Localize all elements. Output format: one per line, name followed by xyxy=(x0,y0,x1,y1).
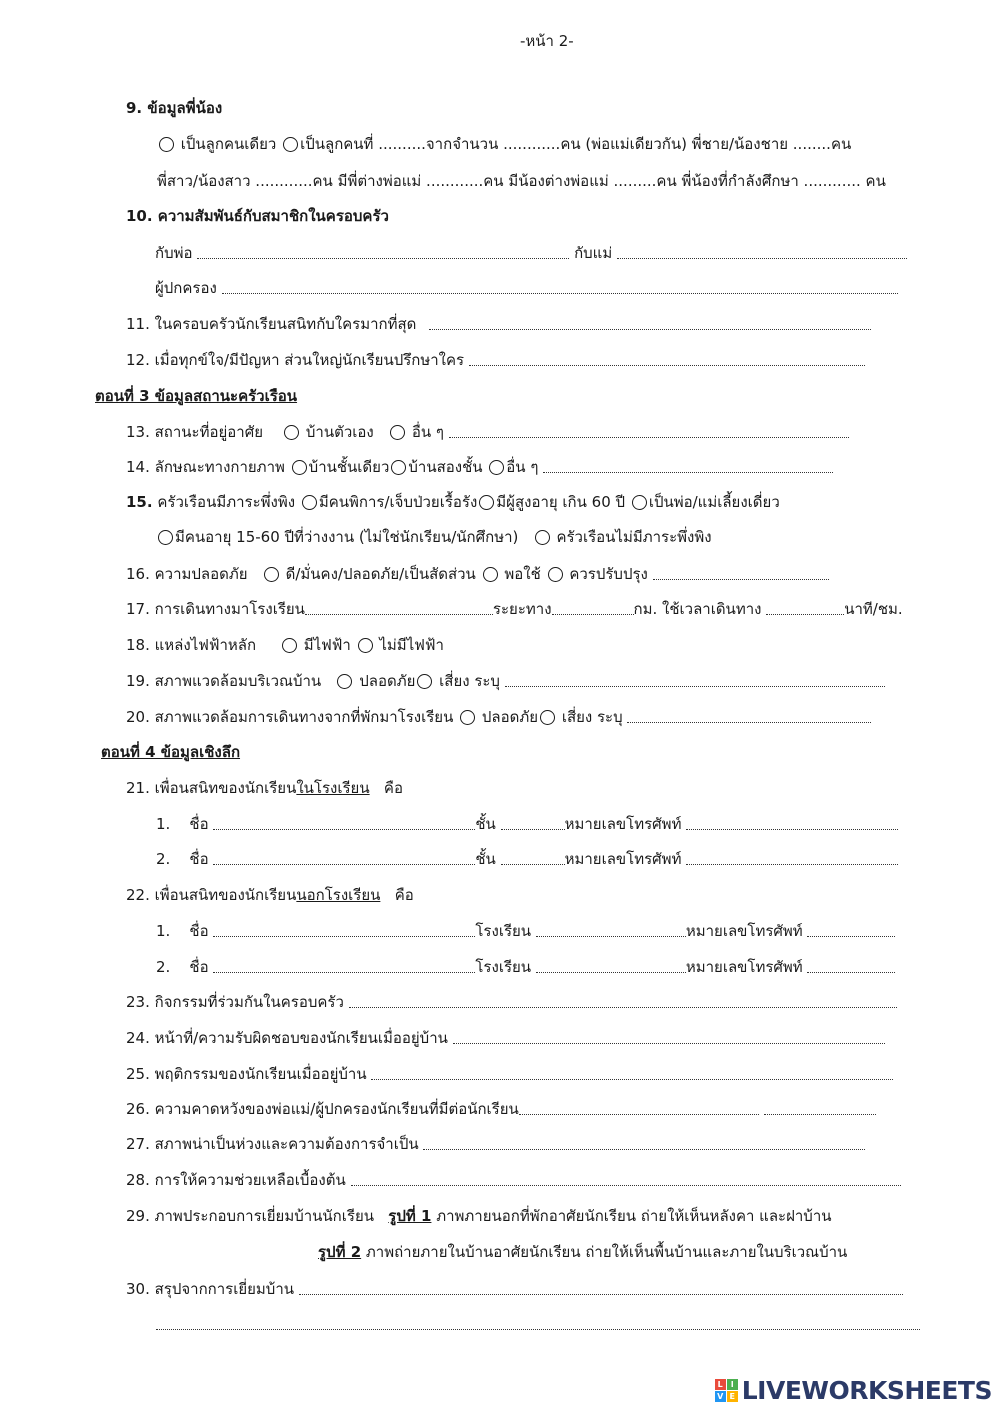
radio-home-safe[interactable] xyxy=(337,674,352,689)
radio-two-storey[interactable] xyxy=(391,460,406,475)
q23-input[interactable] xyxy=(349,994,897,1008)
mother-input[interactable] xyxy=(617,245,907,259)
q30-row2 xyxy=(156,1314,920,1334)
section10-title: 10. ความสัมพันธ์กับสมาชิกในครอบครัว xyxy=(126,207,389,225)
radio-child-number[interactable] xyxy=(283,137,298,152)
q28-input[interactable] xyxy=(351,1172,901,1186)
q11-input[interactable] xyxy=(429,316,871,330)
section9-line1: เป็นลูกคนเดียว เป็นลูกคนที่ ..........จากจำนวน ............คน (พ่อแม่เดียวกัน) พี่ชาย/น้องชาย ........คน xyxy=(157,134,851,154)
q21-2-tel-input[interactable] xyxy=(686,851,898,865)
q22-2-name-input[interactable] xyxy=(213,959,475,973)
q22-1-school-input[interactable] xyxy=(536,923,686,937)
q28-row: 28. การให้ความช่วยเหลือเบื้องต้น xyxy=(126,1170,901,1190)
radio-unemployed[interactable] xyxy=(158,530,173,545)
radio-single-parent[interactable] xyxy=(632,495,647,510)
q21-row: 21. เพื่อนสนิทของนักเรียนในโรงเรียน คือ xyxy=(126,779,403,797)
q13-row: 13. สถานะที่อยู่อาศัย บ้านตัวเอง อื่น ๆ xyxy=(126,422,849,442)
radio-elderly[interactable] xyxy=(479,495,494,510)
q17-row: 17. การเดินทางมาโรงเรียน ระยะทาง กม. ใช้เวลาเดินทาง นาที/ชม. xyxy=(126,600,903,618)
q22-2-school-input[interactable] xyxy=(536,959,686,973)
relation-guardian-row xyxy=(155,278,898,298)
q20-row: 20. สภาพแวดล้อมการเดินทางจากที่พักมาโรงเรียน ปลอดภัย เสี่ยง ระบุ xyxy=(126,707,871,727)
page-number: -หน้า 2- xyxy=(520,32,574,50)
q26-input-b[interactable] xyxy=(764,1101,876,1115)
q26-input-a[interactable] xyxy=(519,1101,759,1115)
q23-row: 23. กิจกรรมที่ร่วมกันในครอบครัว xyxy=(126,992,897,1012)
q30-input[interactable] xyxy=(299,1281,903,1295)
q29-row1: 29. ภาพประกอบการเยี่ยมบ้านนักเรียน รูปที่ 1 ภาพภายนอกที่พักอาศัยนักเรียน ถ่ายให้เห็นหลังคา และฝาบ้าน xyxy=(126,1207,832,1225)
q21-1-class-input[interactable] xyxy=(501,816,565,830)
q14-row: 14. ลักษณะทางกายภาพ บ้านชั้นเดียว บ้านสองชั้น อื่น ๆ xyxy=(126,457,833,477)
q14-other-input[interactable] xyxy=(543,459,833,473)
liveworksheets-logo[interactable] xyxy=(715,1373,992,1407)
radio-needs-improve[interactable] xyxy=(548,567,563,582)
liveworksheets-mark-icon: L I V E xyxy=(715,1379,738,1402)
travel-time-input[interactable] xyxy=(766,601,844,615)
radio-own-house[interactable] xyxy=(284,425,299,440)
radio-other-housing[interactable] xyxy=(390,425,405,440)
radio-no-dependency[interactable] xyxy=(535,530,550,545)
q22-2-tel-input[interactable] xyxy=(807,959,895,973)
q19-input[interactable] xyxy=(505,673,885,687)
q27-row: 27. สภาพน่าเป็นห่วงและความต้องการจำเป็น xyxy=(126,1134,865,1154)
q27-input[interactable] xyxy=(423,1136,865,1150)
father-label: กับพ่อ xyxy=(155,244,193,262)
q29-row2: รูปที่ 2 ภาพถ่ายภายในบ้านอาศัยนักเรียน ถ่ายให้เห็นพื้นบ้านและภายในบริเวณบ้าน xyxy=(318,1243,848,1261)
distance-input[interactable] xyxy=(552,601,634,615)
part4-title: ตอนที่ 4 ข้อมูลเชิงลึก xyxy=(101,743,241,761)
q22-row: 22. เพื่อนสนิทของนักเรียนนอกโรงเรียน คือ xyxy=(126,886,414,904)
relation-father-row xyxy=(155,243,907,263)
picture-1-label: รูปที่ 1 xyxy=(388,1207,432,1225)
radio-disabled-ill[interactable] xyxy=(302,495,317,510)
radio-other-type[interactable] xyxy=(489,460,504,475)
radio-route-risk[interactable] xyxy=(540,710,555,725)
radio-one-storey[interactable] xyxy=(292,460,307,475)
q22-1-tel-input[interactable] xyxy=(807,923,895,937)
section9-line2: พี่สาว/น้องสาว ............คน มีพี่ต่างพ่อแม่ ............คน มีน้องต่างพ่อแม่ .........คน พี่น้องที่กำลังศึกษา ............ คน xyxy=(157,172,886,190)
radio-only-child[interactable] xyxy=(159,137,174,152)
guardian-label: ผู้ปกครอง xyxy=(155,279,217,297)
guardian-input[interactable] xyxy=(222,280,898,294)
picture-2-label: รูปที่ 2 xyxy=(318,1243,362,1261)
q21-1-name-input[interactable] xyxy=(213,816,475,830)
q20-input[interactable] xyxy=(627,709,871,723)
q24-row: 24. หน้าที่/ความรับผิดชอบของนักเรียนเมื่ออยู่บ้าน xyxy=(126,1028,885,1048)
liveworksheets-wordmark: LIVEWORKSHEETS xyxy=(741,1375,992,1405)
q22-1-name-input[interactable] xyxy=(213,923,475,937)
q21-1-tel-input[interactable] xyxy=(686,816,898,830)
q19-row: 19. สภาพแวดล้อมบริเวณบ้าน ปลอดภัย เสี่ยง ระบุ xyxy=(126,671,885,691)
q25-row: 25. พฤติกรรมของนักเรียนเมื่ออยู่บ้าน xyxy=(126,1064,893,1084)
q16-row: 16. ความปลอดภัย ดี/มั่นคง/ปลอดภัย/เป็นสัดส่วน พอใช้ ควรปรับปรุง xyxy=(126,564,829,584)
radio-home-risk[interactable] xyxy=(417,674,432,689)
radio-fair[interactable] xyxy=(483,567,498,582)
mother-label: กับแม่ xyxy=(574,244,613,262)
q13-other-input[interactable] xyxy=(449,424,849,438)
q22-friend-2: 2. ชื่อ โรงเรียน หมายเลขโทรศัพท์ xyxy=(156,957,895,977)
q21-friend-1: 1. ชื่อ ชั้น หมายเลขโทรศัพท์ xyxy=(156,814,898,834)
q16-input[interactable] xyxy=(653,566,829,580)
father-input[interactable] xyxy=(197,245,569,259)
q26-row: 26. ความคาดหวังของพ่อแม่/ผู้ปกครองนักเรียนที่มีต่อนักเรียน xyxy=(126,1099,876,1119)
travel-method-input[interactable] xyxy=(305,601,493,615)
q15-row1: 15. ครัวเรือนมีภาระพึ่งพิง มีคนพิการ/เจ็บป่วยเรื้อรัง มีผู้สูงอายุ เกิน 60 ปี เป็นพ่อ/แม่เลี้ยงเดี่ยว xyxy=(126,493,780,511)
q30-row: 30. สรุปจากการเยี่ยมบ้าน xyxy=(126,1279,903,1299)
q21-2-name-input[interactable] xyxy=(213,851,475,865)
q21-2-class-input[interactable] xyxy=(501,851,565,865)
q15-row2: มีคนอายุ 15-60 ปีที่ว่างงาน (ไม่ใช่นักเรียน/นักศึกษา) ครัวเรือนไม่มีภาระพึ่งพิง xyxy=(156,527,712,547)
part3-title: ตอนที่ 3 ข้อมูลสถานะครัวเรือน xyxy=(95,387,298,405)
radio-no-electricity[interactable] xyxy=(358,638,373,653)
radio-safe-good[interactable] xyxy=(264,567,279,582)
q12-input[interactable] xyxy=(469,352,865,366)
q11-row: 11. ในครอบครัวนักเรียนสนิทกับใครมากที่สุด xyxy=(126,314,871,334)
q18-row: 18. แหล่งไฟฟ้าหลัก มีไฟฟ้า ไม่มีไฟฟ้า xyxy=(126,636,444,654)
radio-has-electricity[interactable] xyxy=(282,638,297,653)
radio-route-safe[interactable] xyxy=(460,710,475,725)
q21-friend-2: 2. ชื่อ ชั้น หมายเลขโทรศัพท์ xyxy=(156,849,898,869)
q24-input[interactable] xyxy=(453,1030,885,1044)
section9-title: 9. ข้อมูลพี่น้อง xyxy=(126,99,223,117)
q12-row: 12. เมื่อทุกข์ใจ/มีปัญหา ส่วนใหญ่นักเรียนปรึกษาใคร xyxy=(126,350,865,370)
q25-input[interactable] xyxy=(371,1066,893,1080)
q30-input-2[interactable] xyxy=(156,1316,920,1330)
q22-friend-1: 1. ชื่อ โรงเรียน หมายเลขโทรศัพท์ xyxy=(156,921,895,941)
